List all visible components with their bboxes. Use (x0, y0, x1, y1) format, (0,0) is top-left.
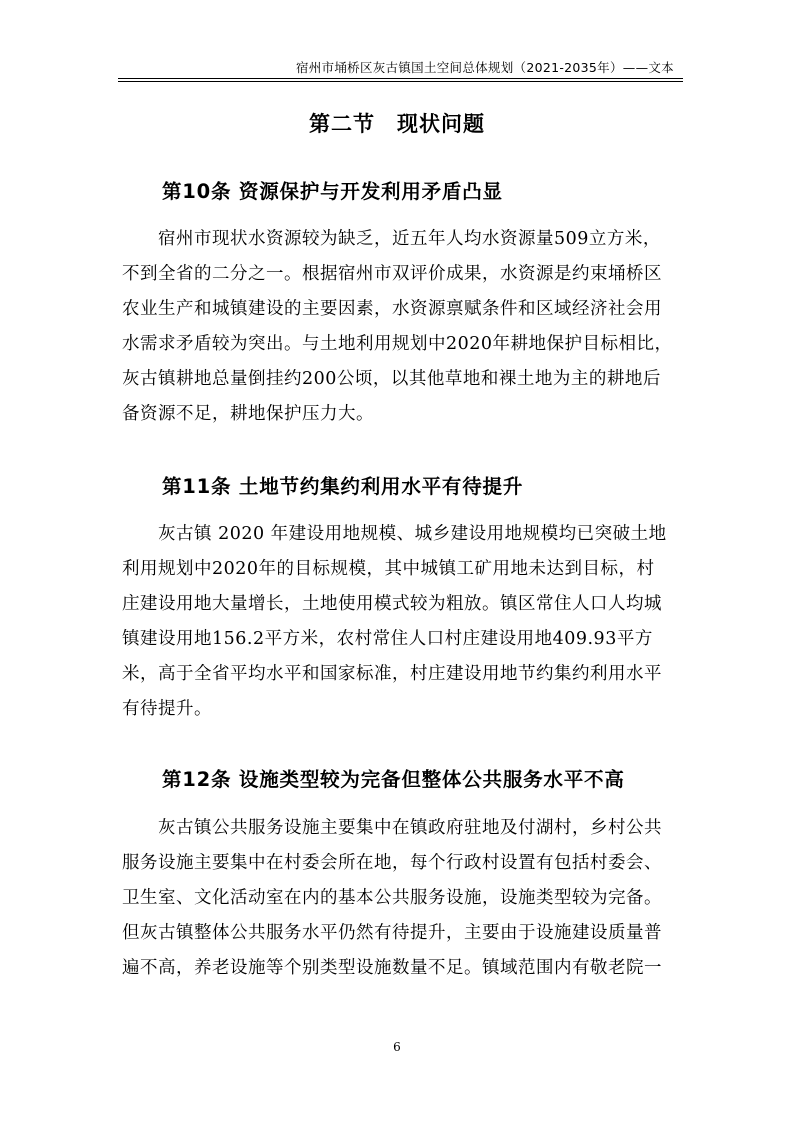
text-line: 镇建设用地156.2平方米，农村常住人口村庄建设用地409.93平方 (122, 629, 653, 649)
article-12-title: 第12条 设施类型较为完备但整体公共服务水平不高 (162, 768, 625, 791)
text-line: 水需求矛盾较为突出。与土地利用规划中2020年耕地保护目标相比， (122, 334, 673, 354)
text-line: 服务设施主要集中在村委会所在地，每个行政村设置有包括村委会、 (122, 853, 662, 873)
header-rule (118, 78, 683, 79)
article-10-body (122, 222, 682, 432)
text-line: 卫生室、文化活动室在内的基本公共服务设施，设施类型较为完备。 (122, 888, 662, 908)
article-11-body (122, 517, 682, 727)
text-line: 不到全省的二分之一。根据宿州市双评价成果，水资源是约束埇桥区 (122, 264, 662, 284)
page-number: 6 (393, 1040, 401, 1054)
text-line: 灰古镇公共服务设施主要集中在镇政府驻地及付湖村，乡村公共 (158, 818, 662, 838)
text-line: 有待提升。 (122, 699, 212, 719)
text-line: 遍不高，养老设施等个别类型设施数量不足。镇域范围内有敬老院一 (122, 958, 662, 978)
text-line: 米，高于全省平均水平和国家标准，村庄建设用地节约集约利用水平 (122, 664, 662, 684)
article-11-title: 第11条 土地节约集约利用水平有待提升 (162, 475, 524, 498)
text-line: 灰古镇 2020 年建设用地规模、城乡建设用地规模均已突破土地 (158, 524, 667, 544)
article-12-body (122, 811, 682, 986)
text-line: 庄建设用地大量增长，土地使用模式较为粗放。镇区常住人口人均城 (122, 594, 662, 614)
text-line: 灰古镇耕地总量倒挂约200公顷，以其他草地和裸土地为主的耕地后 (122, 369, 661, 389)
text-line: 农业生产和城镇建设的主要因素，水资源禀赋条件和区域经济社会用 (122, 299, 662, 319)
text-line: 备资源不足，耕地保护压力大。 (122, 404, 374, 424)
text-line: 但灰古镇整体公共服务水平仍然有待提升，主要由于设施建设质量普 (122, 923, 662, 943)
running-header: 宿州市埇桥区灰古镇国土空间总体规划（2021-2035年）——文本 (295, 60, 674, 75)
article-10-title: 第10条 资源保护与开发利用矛盾凸显 (162, 180, 503, 203)
header-rule-thin (118, 81, 683, 82)
text-line: 利用规划中2020年的目标规模，其中城镇工矿用地未达到目标，村 (122, 559, 655, 579)
text-line: 宿州市现状水资源较为缺乏，近五年人均水资源量509立方米， (158, 229, 661, 249)
section-title: 第二节 现状问题 (309, 112, 485, 136)
